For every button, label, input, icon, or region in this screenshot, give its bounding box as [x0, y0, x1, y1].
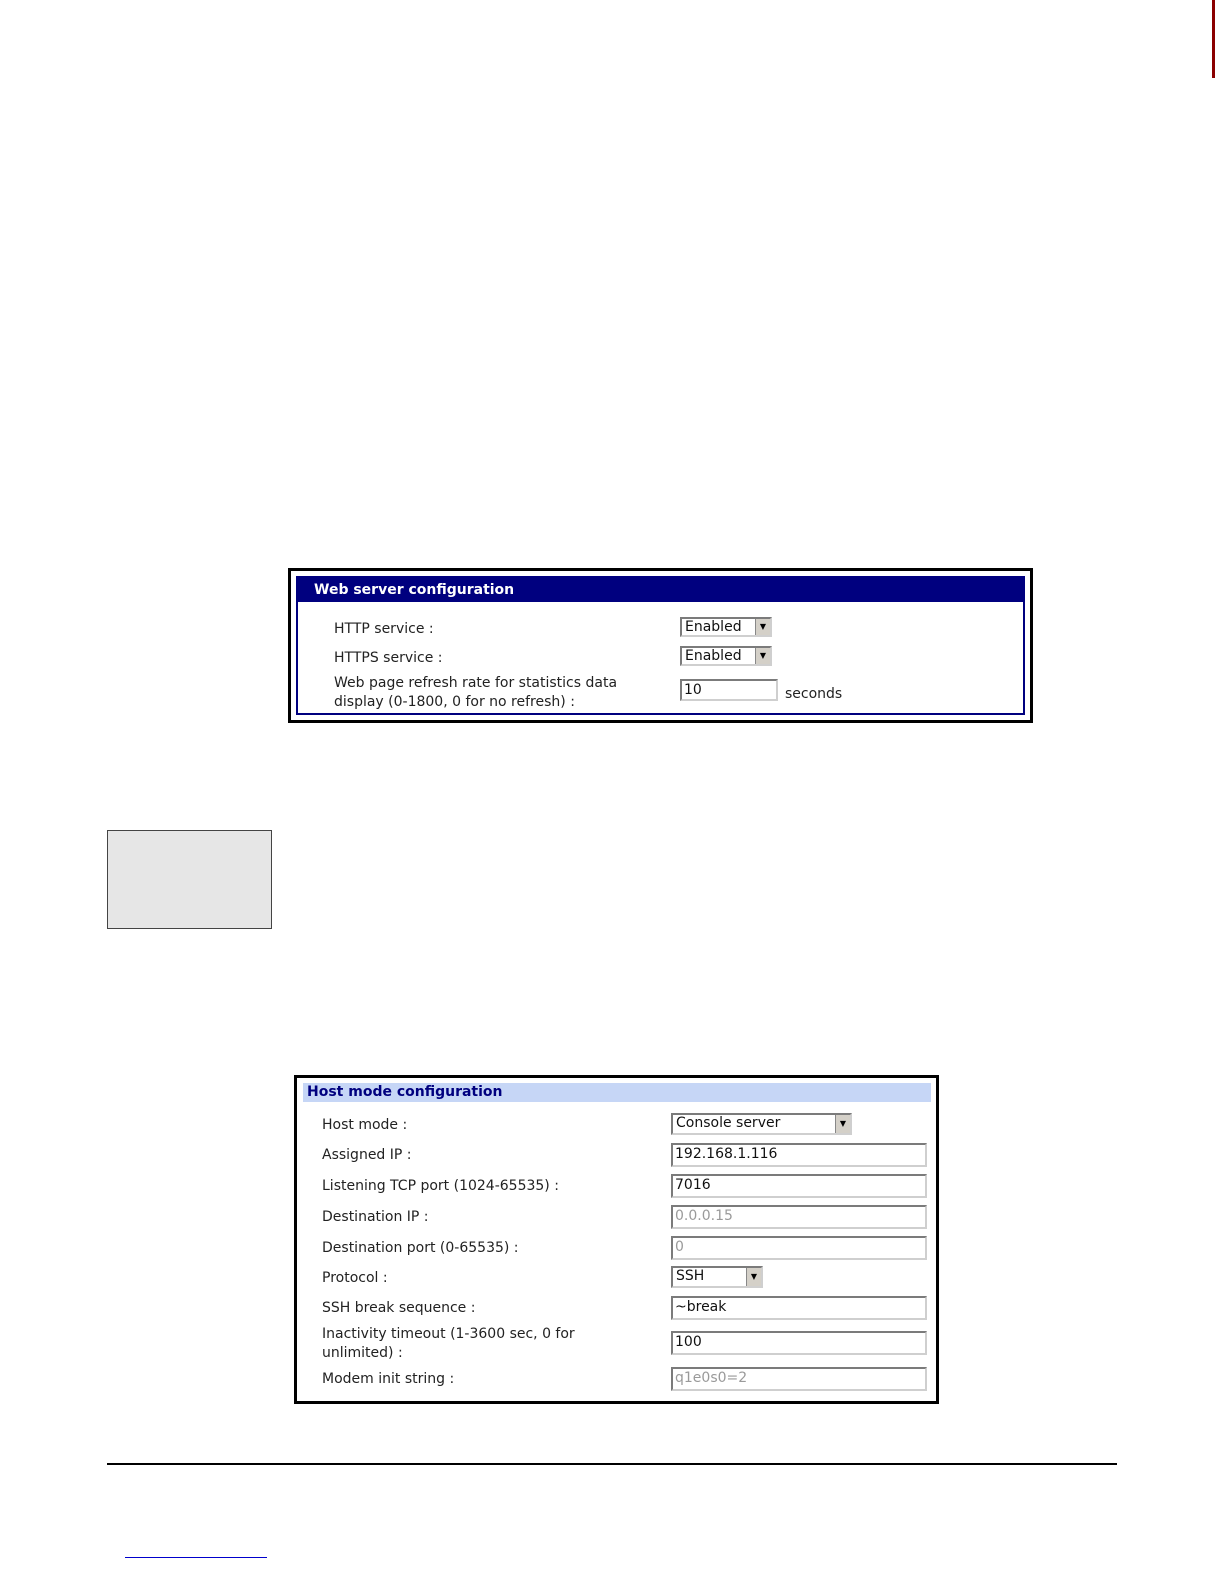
destination-ip-input[interactable]: 0.0.0.15	[671, 1205, 927, 1229]
refresh-rate-label-line2: display (0-1800, 0 for no refresh) :	[334, 694, 575, 710]
http-service-select[interactable]	[680, 617, 772, 637]
http-service-label: HTTP service :	[334, 621, 434, 637]
page-corner-mark	[1212, 0, 1215, 78]
dropdown-arrow-icon[interactable]: ▼	[755, 619, 770, 635]
dropdown-arrow-icon[interactable]: ▼	[755, 648, 770, 664]
footer-link-underline[interactable]	[125, 1557, 267, 1558]
dropdown-arrow-icon[interactable]: ▼	[746, 1268, 761, 1286]
protocol-label: Protocol :	[322, 1270, 388, 1286]
destination-ip-label: Destination IP :	[322, 1209, 429, 1225]
web-server-config-title: Web server configuration	[298, 578, 1023, 602]
https-service-value: Enabled	[685, 648, 742, 664]
protocol-value: SSH	[676, 1268, 705, 1284]
host-mode-label: Host mode :	[322, 1117, 408, 1133]
https-service-label: HTTPS service :	[334, 650, 443, 666]
modem-init-label: Modem init string :	[322, 1371, 455, 1387]
assigned-ip-label: Assigned IP :	[322, 1147, 412, 1163]
inactivity-timeout-label-line2: unlimited) :	[322, 1345, 403, 1361]
refresh-rate-input[interactable]: 10	[680, 679, 778, 701]
http-service-value: Enabled	[685, 619, 742, 635]
assigned-ip-input[interactable]: 192.168.1.116	[671, 1143, 927, 1167]
host-mode-select[interactable]	[671, 1113, 852, 1135]
destination-port-label: Destination port (0-65535) :	[322, 1240, 519, 1256]
destination-port-input[interactable]: 0	[671, 1236, 927, 1260]
listening-port-label: Listening TCP port (1024-65535) :	[322, 1178, 559, 1194]
listening-port-input[interactable]: 7016	[671, 1174, 927, 1198]
https-service-select[interactable]	[680, 646, 772, 666]
inactivity-timeout-label-line1: Inactivity timeout (1-3600 sec, 0 for	[322, 1326, 575, 1342]
dropdown-arrow-icon[interactable]: ▼	[835, 1115, 850, 1133]
protocol-select[interactable]	[671, 1266, 763, 1288]
web-server-config-panel	[288, 568, 1033, 723]
refresh-rate-label-line1: Web page refresh rate for statistics data	[334, 675, 618, 691]
ssh-break-label: SSH break sequence :	[322, 1300, 476, 1316]
inactivity-timeout-input[interactable]: 100	[671, 1331, 927, 1355]
host-mode-config-panel	[294, 1075, 939, 1404]
host-mode-config-title: Host mode configuration	[303, 1083, 931, 1102]
host-mode-value: Console server	[676, 1115, 781, 1131]
refresh-rate-unit: seconds	[785, 686, 843, 702]
web-server-config-inner	[296, 576, 1025, 715]
side-note-box	[107, 830, 272, 929]
footer-divider	[107, 1463, 1117, 1465]
modem-init-input[interactable]: q1e0s0=2	[671, 1367, 927, 1391]
ssh-break-input[interactable]: ~break	[671, 1296, 927, 1320]
